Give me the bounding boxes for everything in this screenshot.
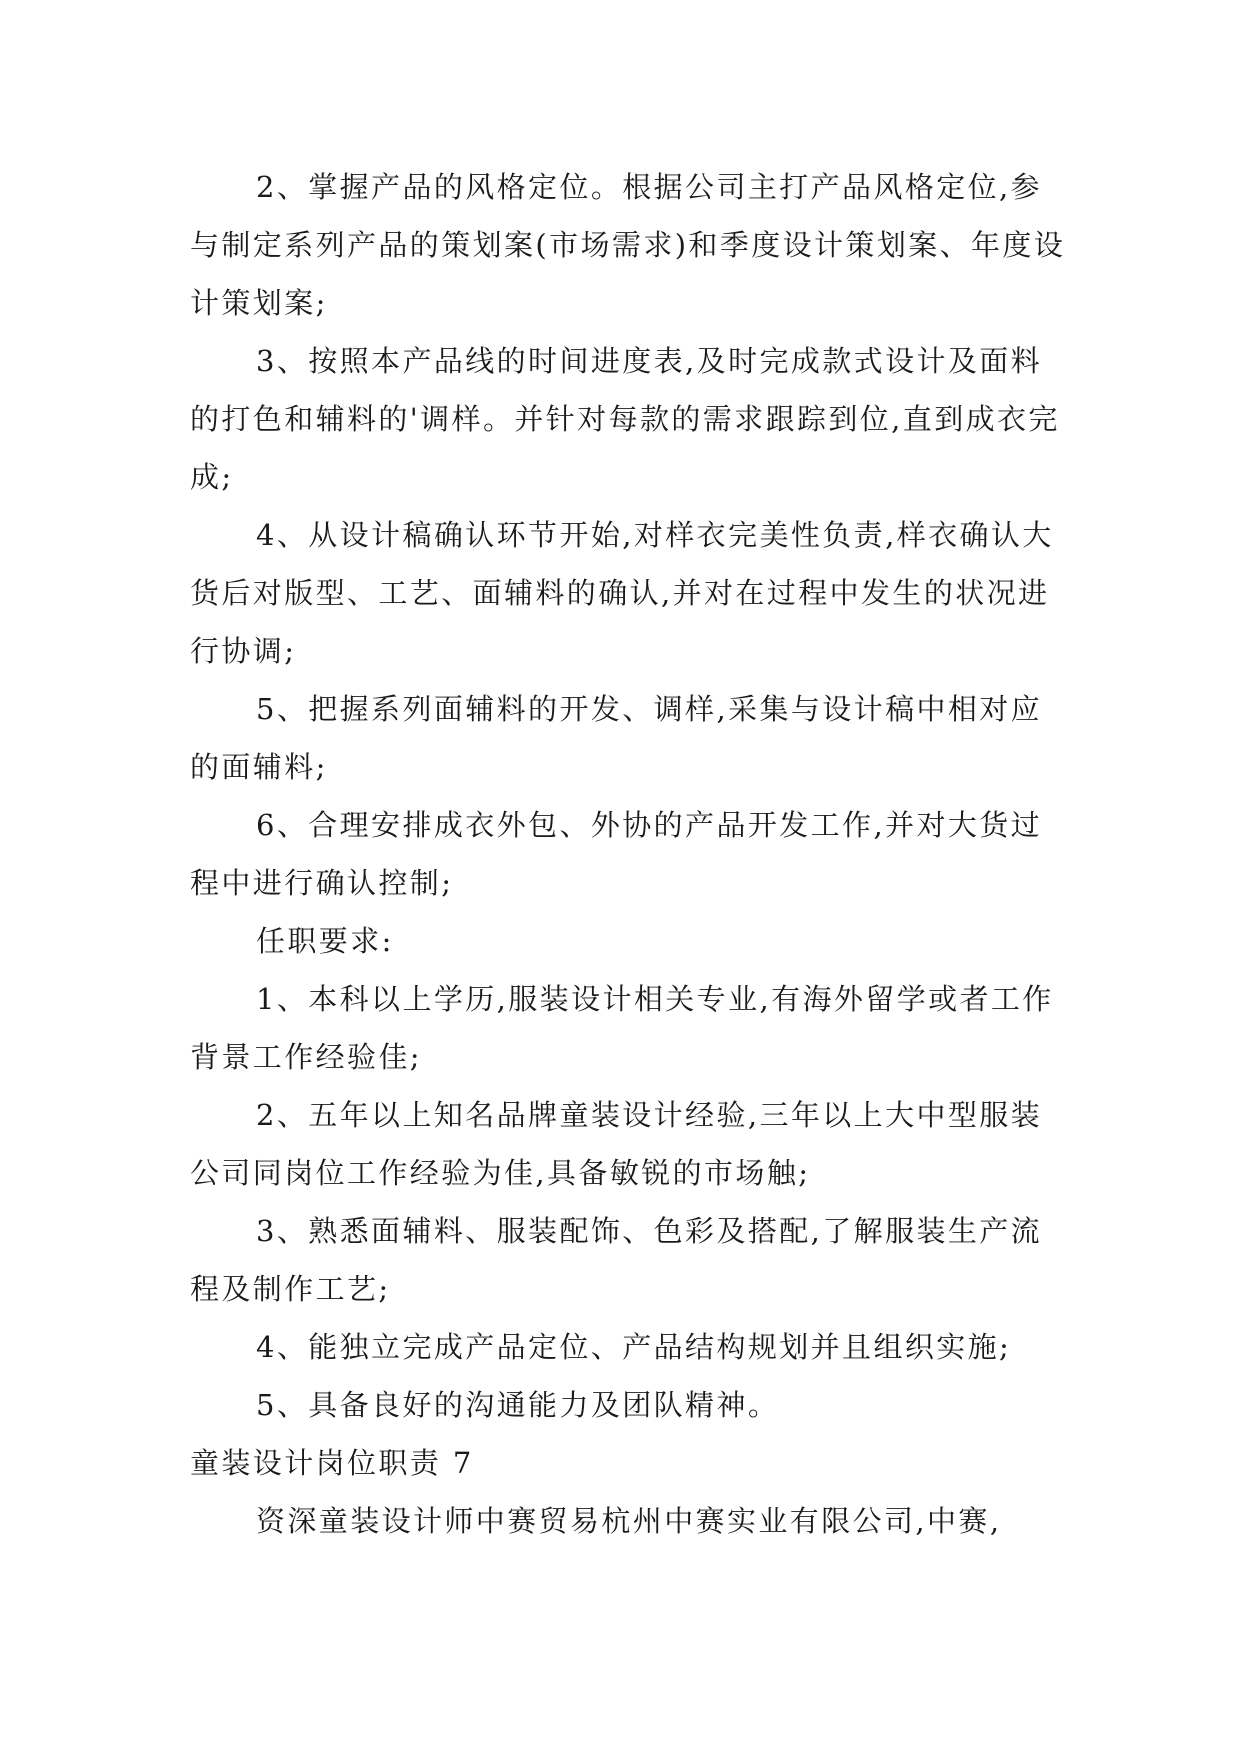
paragraph-requirement-3: 3、熟悉面辅料、服装配饰、色彩及搭配,了解服装生产流程及制作工艺; [190,1214,1043,1306]
paragraph-intro: 资深童装设计师中赛贸易杭州中赛实业有限公司,中赛, [256,1504,1002,1538]
paragraph-requirement-5: 5、具备良好的沟通能力及团队精神。 [256,1388,780,1422]
paragraph-requirement-2: 2、五年以上知名品牌童装设计经验,三年以上大中型服装公司同岗位工作经验为佳,具备敏锐的市场触; [190,1098,1043,1190]
paragraph-requirement-1: 1、本科以上学历,服装设计相关专业,有海外留学或者工作背景工作经验佳; [190,982,1054,1074]
paragraph-duty-3: 3、按照本产品线的时间进度表,及时完成款式设计及面料的打色和辅料的'调样。并针对每款的需求跟踪到位,直到成衣完成; [190,344,1060,494]
document-page [190,158,1070,1550]
paragraph-duty-2: 2、掌握产品的风格定位。根据公司主打产品风格定位,参与制定系列产品的策划案(市场需求)和季度设计策划案、年度设计策划案; [190,170,1066,320]
paragraph-duty-4: 4、从设计稿确认环节开始,对样衣完美性负责,样衣确认大货后对版型、工艺、面辅料的确认,并对在过程中发生的状况进行协调; [190,518,1054,668]
requirements-label: 任职要求: [256,924,394,958]
paragraph-requirement-4: 4、能独立完成产品定位、产品结构规划并且组织实施; [256,1330,1012,1364]
paragraph-duty-5: 5、把握系列面辅料的开发、调样,采集与设计稿中相对应的面辅料; [190,692,1043,784]
paragraph-duty-6: 6、合理安排成衣外包、外协的产品开发工作,并对大货过程中进行确认控制; [190,808,1043,900]
section-heading: 童装设计岗位职责 7 [190,1446,474,1480]
